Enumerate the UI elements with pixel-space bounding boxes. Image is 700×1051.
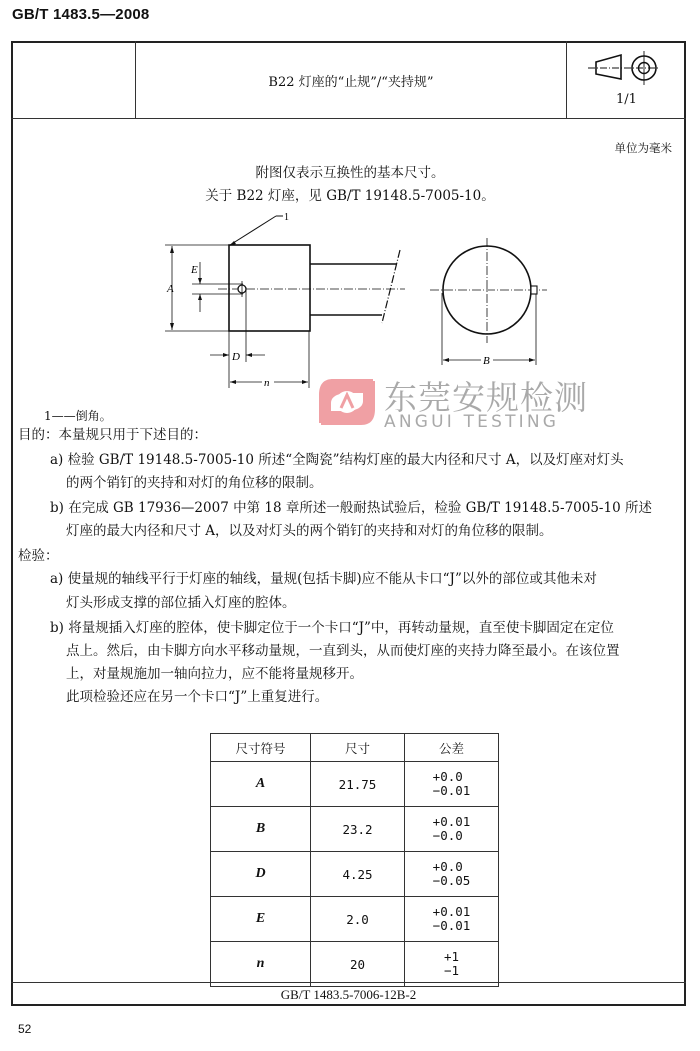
note-reference: 关于 B22 灯座，见 GB/T 19148.5-7005-10。 [205,188,495,204]
tol-minus: −0.01 [432,782,471,798]
angui-logo-icon [315,373,379,431]
cell-size: 2.0 [311,897,405,942]
table-header-row [211,734,499,762]
table-row [211,897,499,942]
first-angle-projection-icon [584,48,664,90]
header-divider [11,118,686,119]
tol-minus: −0.0 [432,827,463,843]
tol-minus: −1 [443,962,460,978]
tol-plus: +0.0 [432,858,463,874]
page-title: B22 灯座的“止规”/“夹持规” [268,74,434,90]
inspection-item-b: b) 将量规插入灯座的腔体，使卡脚定位于一个卡口“J”中，再转动量规，直至使卡脚固定在定位 [50,620,614,636]
cell-symbol: n [211,942,311,987]
tol-minus: −0.05 [432,872,471,888]
table-row [211,807,499,852]
tol-plus: +0.0 [432,768,463,784]
footer-code: GB/T 1483.5-7006-12B-2 [280,987,417,1002]
purpose-item-b: b) 在完成 GB 17936—2007 中第 18 章所述一般耐热试验后，检验 GB/T 19148.5-7005-10 所述 [50,500,652,516]
cell-symbol: D [211,852,311,897]
tol-minus: −0.01 [432,917,471,933]
cell-tolerance [405,852,499,897]
sheet-number: 1/1 [616,92,637,107]
tol-plus: +0.01 [432,813,471,829]
header-size: 尺寸 [311,734,405,762]
cell-symbol: B [211,807,311,852]
table-row [211,942,499,987]
inspection-item-a-cont: 灯头形成支撑的部位插入灯座的腔体。 [66,595,296,611]
header-blank-cell [11,41,136,119]
drawing-legend: 1——倒角。 [44,409,112,423]
dimension-label-a: A [167,283,174,295]
cell-tolerance [405,762,499,807]
inspection-heading: 检验： [18,548,59,564]
inspection-item-b-cont2: 上，对量规施加一轴向拉力，应不能将量规移开。 [66,666,363,682]
note-basic-dimensions: 附图仅表示互换性的基本尺寸。 [255,165,445,181]
purpose-item-a-cont: 的两个销钉的夹持和对灯的角位移的限制。 [66,475,323,491]
cell-tolerance [405,942,499,987]
standard-code: GB/T 1483.5—2008 [12,6,150,23]
callout-label: 1 [284,212,289,223]
table-row [211,762,499,807]
cell-size: 20 [311,942,405,987]
dimension-label-b: B [483,355,490,367]
purpose-item-a: a) 检验 GB/T 19148.5-7005-10 所述“全陶瓷”结构灯座的最大内径和尺寸 A，以及灯座对灯头 [50,452,624,468]
dimensions-table [210,733,499,987]
cell-tolerance [405,807,499,852]
header-title-cell [136,41,567,119]
watermark-chinese: 东莞安规检测 [384,378,588,417]
cell-size: 23.2 [311,807,405,852]
watermark-english: ANGUI TESTING [384,412,560,432]
cell-size: 21.75 [311,762,405,807]
footer-divider [11,982,686,983]
header-symbol: 尺寸符号 [211,734,311,762]
tol-plus: +0.01 [432,903,471,919]
table-row [211,852,499,897]
footer-code-cell [11,984,686,1006]
cell-tolerance [405,897,499,942]
dimension-label-n: n [264,377,270,389]
dimension-label-e: E [191,264,198,276]
page-number: 52 [18,1022,32,1036]
inspection-item-b-cont1: 点上。然后，由卡脚方向水平移动量规，一直到头，从而使灯座的夹持力降至最小。在该位置 [66,643,620,659]
inspection-item-a: a) 使量规的轴线平行于灯座的轴线，量规(包括卡脚)应不能从卡口“J”以外的部位或其他未对 [50,571,597,587]
cell-size: 4.25 [311,852,405,897]
purpose-heading: 目的：本量规只用于下述目的： [18,427,207,443]
inspection-repeat-note: 此项检验还应在另一个卡口“J”上重复进行。 [66,689,329,705]
cell-symbol: E [211,897,311,942]
gauge-drawing [150,205,570,400]
purpose-item-b-cont: 灯座的最大内径和尺寸 A，以及对灯头的两个销钉的夹持和对灯的角位移的限制。 [66,523,553,539]
unit-note: 单位为毫米 [614,141,672,155]
tol-plus: +1 [443,948,460,964]
dimension-label-d: D [232,351,240,363]
cell-symbol: A [211,762,311,807]
header-tolerance: 公差 [405,734,499,762]
